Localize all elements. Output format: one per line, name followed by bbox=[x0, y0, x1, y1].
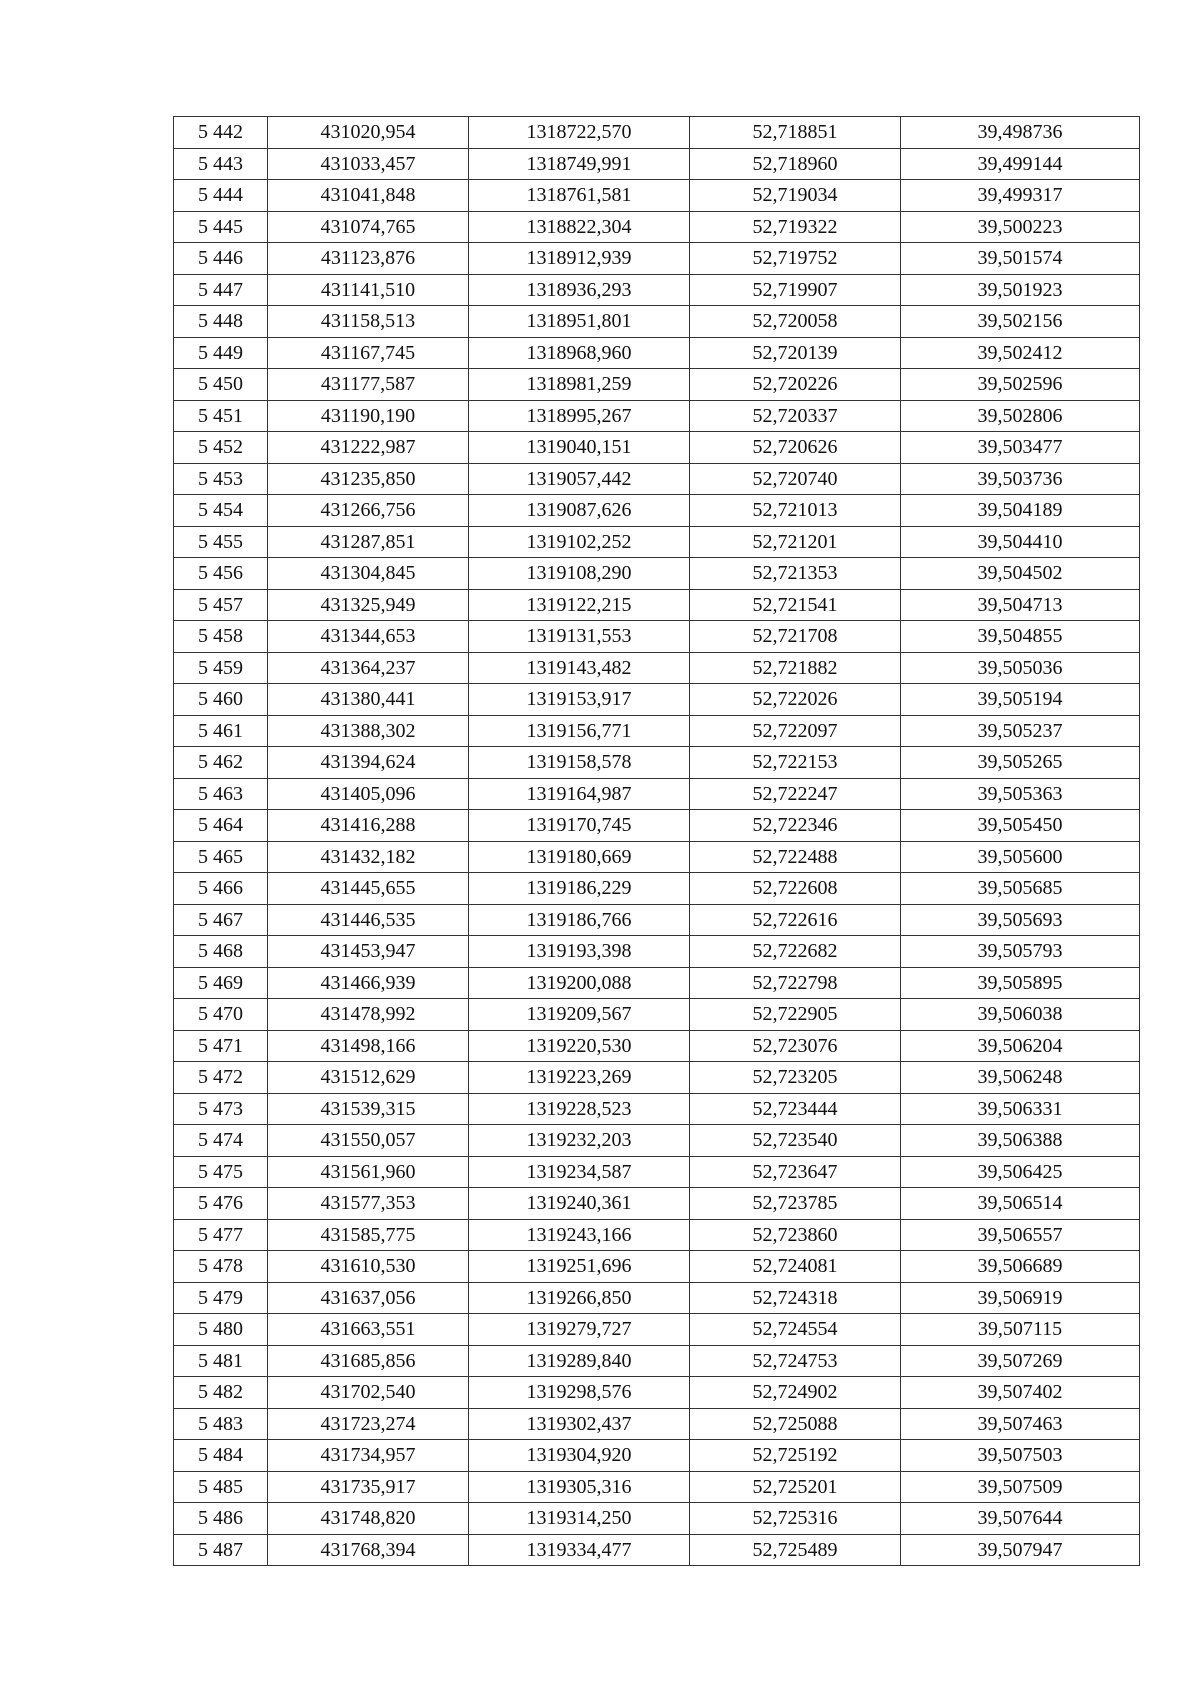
table-row bbox=[174, 1408, 1140, 1440]
table-row bbox=[174, 1219, 1140, 1251]
table-row bbox=[174, 684, 1140, 716]
table-row bbox=[174, 1125, 1140, 1157]
longitude-cell: 39,505265 bbox=[901, 747, 1140, 779]
longitude-cell: 39,506425 bbox=[901, 1156, 1140, 1188]
table-row bbox=[174, 1188, 1140, 1220]
y-coordinate-cell: 1319279,727 bbox=[469, 1314, 690, 1346]
latitude-cell: 52,722488 bbox=[690, 841, 901, 873]
y-coordinate-cell: 1319164,987 bbox=[469, 778, 690, 810]
latitude-cell: 52,722608 bbox=[690, 873, 901, 905]
point-number-cell: 5 478 bbox=[174, 1251, 268, 1283]
table-row bbox=[174, 1314, 1140, 1346]
y-coordinate-cell: 1319223,269 bbox=[469, 1062, 690, 1094]
table-row bbox=[174, 1440, 1140, 1472]
latitude-cell: 52,723444 bbox=[690, 1093, 901, 1125]
y-coordinate-cell: 1319143,482 bbox=[469, 652, 690, 684]
longitude-cell: 39,504410 bbox=[901, 526, 1140, 558]
longitude-cell: 39,505600 bbox=[901, 841, 1140, 873]
longitude-cell: 39,504189 bbox=[901, 495, 1140, 527]
x-coordinate-cell: 431585,775 bbox=[268, 1219, 469, 1251]
table-row bbox=[174, 652, 1140, 684]
x-coordinate-cell: 431478,992 bbox=[268, 999, 469, 1031]
point-number-cell: 5 458 bbox=[174, 621, 268, 653]
latitude-cell: 52,722153 bbox=[690, 747, 901, 779]
y-coordinate-cell: 1318968,960 bbox=[469, 337, 690, 369]
table-row bbox=[174, 589, 1140, 621]
x-coordinate-cell: 431304,845 bbox=[268, 558, 469, 590]
table-row bbox=[174, 369, 1140, 401]
latitude-cell: 52,721882 bbox=[690, 652, 901, 684]
latitude-cell: 52,721013 bbox=[690, 495, 901, 527]
table-row bbox=[174, 526, 1140, 558]
longitude-cell: 39,498736 bbox=[901, 117, 1140, 149]
y-coordinate-cell: 1318951,801 bbox=[469, 306, 690, 338]
table-row bbox=[174, 1377, 1140, 1409]
x-coordinate-cell: 431394,624 bbox=[268, 747, 469, 779]
longitude-cell: 39,507402 bbox=[901, 1377, 1140, 1409]
x-coordinate-cell: 431723,274 bbox=[268, 1408, 469, 1440]
point-number-cell: 5 484 bbox=[174, 1440, 268, 1472]
x-coordinate-cell: 431141,510 bbox=[268, 274, 469, 306]
latitude-cell: 52,722097 bbox=[690, 715, 901, 747]
latitude-cell: 52,720740 bbox=[690, 463, 901, 495]
latitude-cell: 52,724554 bbox=[690, 1314, 901, 1346]
point-number-cell: 5 460 bbox=[174, 684, 268, 716]
y-coordinate-cell: 1319220,530 bbox=[469, 1030, 690, 1062]
latitude-cell: 52,724318 bbox=[690, 1282, 901, 1314]
y-coordinate-cell: 1319240,361 bbox=[469, 1188, 690, 1220]
x-coordinate-cell: 431453,947 bbox=[268, 936, 469, 968]
y-coordinate-cell: 1319314,250 bbox=[469, 1503, 690, 1535]
x-coordinate-cell: 431177,587 bbox=[268, 369, 469, 401]
point-number-cell: 5 470 bbox=[174, 999, 268, 1031]
y-coordinate-cell: 1319232,203 bbox=[469, 1125, 690, 1157]
point-number-cell: 5 444 bbox=[174, 180, 268, 212]
table-row bbox=[174, 873, 1140, 905]
y-coordinate-cell: 1319289,840 bbox=[469, 1345, 690, 1377]
y-coordinate-cell: 1319057,442 bbox=[469, 463, 690, 495]
y-coordinate-cell: 1319156,771 bbox=[469, 715, 690, 747]
table-row bbox=[174, 810, 1140, 842]
longitude-cell: 39,500223 bbox=[901, 211, 1140, 243]
latitude-cell: 52,718960 bbox=[690, 148, 901, 180]
latitude-cell: 52,723205 bbox=[690, 1062, 901, 1094]
y-coordinate-cell: 1318912,939 bbox=[469, 243, 690, 275]
latitude-cell: 52,719034 bbox=[690, 180, 901, 212]
y-coordinate-cell: 1319153,917 bbox=[469, 684, 690, 716]
y-coordinate-cell: 1319228,523 bbox=[469, 1093, 690, 1125]
longitude-cell: 39,505363 bbox=[901, 778, 1140, 810]
y-coordinate-cell: 1319305,316 bbox=[469, 1471, 690, 1503]
x-coordinate-cell: 431123,876 bbox=[268, 243, 469, 275]
point-number-cell: 5 480 bbox=[174, 1314, 268, 1346]
x-coordinate-cell: 431405,096 bbox=[268, 778, 469, 810]
y-coordinate-cell: 1319158,578 bbox=[469, 747, 690, 779]
latitude-cell: 52,721201 bbox=[690, 526, 901, 558]
x-coordinate-cell: 431512,629 bbox=[268, 1062, 469, 1094]
point-number-cell: 5 443 bbox=[174, 148, 268, 180]
table-row bbox=[174, 306, 1140, 338]
point-number-cell: 5 448 bbox=[174, 306, 268, 338]
x-coordinate-cell: 431539,315 bbox=[268, 1093, 469, 1125]
longitude-cell: 39,505036 bbox=[901, 652, 1140, 684]
point-number-cell: 5 475 bbox=[174, 1156, 268, 1188]
longitude-cell: 39,507947 bbox=[901, 1534, 1140, 1566]
x-coordinate-cell: 431380,441 bbox=[268, 684, 469, 716]
y-coordinate-cell: 1319122,215 bbox=[469, 589, 690, 621]
x-coordinate-cell: 431266,756 bbox=[268, 495, 469, 527]
point-number-cell: 5 459 bbox=[174, 652, 268, 684]
x-coordinate-cell: 431344,653 bbox=[268, 621, 469, 653]
latitude-cell: 52,723785 bbox=[690, 1188, 901, 1220]
y-coordinate-cell: 1319298,576 bbox=[469, 1377, 690, 1409]
x-coordinate-cell: 431768,394 bbox=[268, 1534, 469, 1566]
coordinates-table-body bbox=[174, 117, 1140, 1566]
longitude-cell: 39,506038 bbox=[901, 999, 1140, 1031]
latitude-cell: 52,721353 bbox=[690, 558, 901, 590]
point-number-cell: 5 451 bbox=[174, 400, 268, 432]
x-coordinate-cell: 431610,530 bbox=[268, 1251, 469, 1283]
point-number-cell: 5 463 bbox=[174, 778, 268, 810]
x-coordinate-cell: 431222,987 bbox=[268, 432, 469, 464]
x-coordinate-cell: 431577,353 bbox=[268, 1188, 469, 1220]
x-coordinate-cell: 431020,954 bbox=[268, 117, 469, 149]
longitude-cell: 39,506204 bbox=[901, 1030, 1140, 1062]
table-row bbox=[174, 1282, 1140, 1314]
point-number-cell: 5 442 bbox=[174, 117, 268, 149]
y-coordinate-cell: 1319251,696 bbox=[469, 1251, 690, 1283]
latitude-cell: 52,722616 bbox=[690, 904, 901, 936]
point-number-cell: 5 456 bbox=[174, 558, 268, 590]
table-row bbox=[174, 117, 1140, 149]
longitude-cell: 39,505237 bbox=[901, 715, 1140, 747]
longitude-cell: 39,501923 bbox=[901, 274, 1140, 306]
latitude-cell: 52,724753 bbox=[690, 1345, 901, 1377]
table-row bbox=[174, 621, 1140, 653]
longitude-cell: 39,499144 bbox=[901, 148, 1140, 180]
table-row bbox=[174, 778, 1140, 810]
longitude-cell: 39,501574 bbox=[901, 243, 1140, 275]
latitude-cell: 52,725201 bbox=[690, 1471, 901, 1503]
table-row bbox=[174, 1030, 1140, 1062]
x-coordinate-cell: 431235,850 bbox=[268, 463, 469, 495]
table-row bbox=[174, 495, 1140, 527]
longitude-cell: 39,505194 bbox=[901, 684, 1140, 716]
latitude-cell: 52,722247 bbox=[690, 778, 901, 810]
y-coordinate-cell: 1318761,581 bbox=[469, 180, 690, 212]
x-coordinate-cell: 431637,056 bbox=[268, 1282, 469, 1314]
table-row bbox=[174, 1345, 1140, 1377]
latitude-cell: 52,722905 bbox=[690, 999, 901, 1031]
table-row bbox=[174, 999, 1140, 1031]
longitude-cell: 39,504502 bbox=[901, 558, 1140, 590]
y-coordinate-cell: 1319200,088 bbox=[469, 967, 690, 999]
longitude-cell: 39,505693 bbox=[901, 904, 1140, 936]
x-coordinate-cell: 431498,166 bbox=[268, 1030, 469, 1062]
point-number-cell: 5 454 bbox=[174, 495, 268, 527]
x-coordinate-cell: 431445,655 bbox=[268, 873, 469, 905]
y-coordinate-cell: 1319234,587 bbox=[469, 1156, 690, 1188]
x-coordinate-cell: 431388,302 bbox=[268, 715, 469, 747]
longitude-cell: 39,507269 bbox=[901, 1345, 1140, 1377]
latitude-cell: 52,721541 bbox=[690, 589, 901, 621]
longitude-cell: 39,502412 bbox=[901, 337, 1140, 369]
table-row bbox=[174, 274, 1140, 306]
latitude-cell: 52,718851 bbox=[690, 117, 901, 149]
longitude-cell: 39,505450 bbox=[901, 810, 1140, 842]
longitude-cell: 39,505793 bbox=[901, 936, 1140, 968]
table-row bbox=[174, 211, 1140, 243]
table-row bbox=[174, 337, 1140, 369]
table-row bbox=[174, 747, 1140, 779]
x-coordinate-cell: 431033,457 bbox=[268, 148, 469, 180]
longitude-cell: 39,506248 bbox=[901, 1062, 1140, 1094]
x-coordinate-cell: 431158,513 bbox=[268, 306, 469, 338]
table-row bbox=[174, 400, 1140, 432]
table-row bbox=[174, 432, 1140, 464]
longitude-cell: 39,507503 bbox=[901, 1440, 1140, 1472]
x-coordinate-cell: 431325,949 bbox=[268, 589, 469, 621]
longitude-cell: 39,507463 bbox=[901, 1408, 1140, 1440]
point-number-cell: 5 477 bbox=[174, 1219, 268, 1251]
longitude-cell: 39,502596 bbox=[901, 369, 1140, 401]
point-number-cell: 5 447 bbox=[174, 274, 268, 306]
point-number-cell: 5 452 bbox=[174, 432, 268, 464]
latitude-cell: 52,722798 bbox=[690, 967, 901, 999]
table-row bbox=[174, 841, 1140, 873]
longitude-cell: 39,506689 bbox=[901, 1251, 1140, 1283]
x-coordinate-cell: 431561,960 bbox=[268, 1156, 469, 1188]
longitude-cell: 39,506919 bbox=[901, 1282, 1140, 1314]
point-number-cell: 5 455 bbox=[174, 526, 268, 558]
point-number-cell: 5 445 bbox=[174, 211, 268, 243]
y-coordinate-cell: 1319302,437 bbox=[469, 1408, 690, 1440]
y-coordinate-cell: 1319087,626 bbox=[469, 495, 690, 527]
table-row bbox=[174, 180, 1140, 212]
point-number-cell: 5 473 bbox=[174, 1093, 268, 1125]
latitude-cell: 52,719907 bbox=[690, 274, 901, 306]
table-row bbox=[174, 1534, 1140, 1566]
table-row bbox=[174, 243, 1140, 275]
y-coordinate-cell: 1319186,229 bbox=[469, 873, 690, 905]
coordinates-table bbox=[173, 116, 1140, 1566]
point-number-cell: 5 483 bbox=[174, 1408, 268, 1440]
x-coordinate-cell: 431416,288 bbox=[268, 810, 469, 842]
latitude-cell: 52,723647 bbox=[690, 1156, 901, 1188]
point-number-cell: 5 461 bbox=[174, 715, 268, 747]
y-coordinate-cell: 1318981,259 bbox=[469, 369, 690, 401]
latitude-cell: 52,720139 bbox=[690, 337, 901, 369]
point-number-cell: 5 462 bbox=[174, 747, 268, 779]
point-number-cell: 5 479 bbox=[174, 1282, 268, 1314]
latitude-cell: 52,722026 bbox=[690, 684, 901, 716]
point-number-cell: 5 476 bbox=[174, 1188, 268, 1220]
latitude-cell: 52,725088 bbox=[690, 1408, 901, 1440]
latitude-cell: 52,724081 bbox=[690, 1251, 901, 1283]
latitude-cell: 52,720058 bbox=[690, 306, 901, 338]
table-row bbox=[174, 558, 1140, 590]
latitude-cell: 52,721708 bbox=[690, 621, 901, 653]
point-number-cell: 5 482 bbox=[174, 1377, 268, 1409]
point-number-cell: 5 465 bbox=[174, 841, 268, 873]
x-coordinate-cell: 431190,190 bbox=[268, 400, 469, 432]
y-coordinate-cell: 1319209,567 bbox=[469, 999, 690, 1031]
y-coordinate-cell: 1319108,290 bbox=[469, 558, 690, 590]
longitude-cell: 39,506514 bbox=[901, 1188, 1140, 1220]
table-row bbox=[174, 715, 1140, 747]
table-row bbox=[174, 1156, 1140, 1188]
table-row bbox=[174, 1251, 1140, 1283]
x-coordinate-cell: 431735,917 bbox=[268, 1471, 469, 1503]
longitude-cell: 39,506388 bbox=[901, 1125, 1140, 1157]
longitude-cell: 39,506331 bbox=[901, 1093, 1140, 1125]
x-coordinate-cell: 431287,851 bbox=[268, 526, 469, 558]
x-coordinate-cell: 431466,939 bbox=[268, 967, 469, 999]
latitude-cell: 52,724902 bbox=[690, 1377, 901, 1409]
point-number-cell: 5 471 bbox=[174, 1030, 268, 1062]
point-number-cell: 5 449 bbox=[174, 337, 268, 369]
longitude-cell: 39,506557 bbox=[901, 1219, 1140, 1251]
longitude-cell: 39,505685 bbox=[901, 873, 1140, 905]
latitude-cell: 52,725489 bbox=[690, 1534, 901, 1566]
latitude-cell: 52,722682 bbox=[690, 936, 901, 968]
latitude-cell: 52,723540 bbox=[690, 1125, 901, 1157]
x-coordinate-cell: 431685,856 bbox=[268, 1345, 469, 1377]
point-number-cell: 5 464 bbox=[174, 810, 268, 842]
table-row bbox=[174, 463, 1140, 495]
x-coordinate-cell: 431748,820 bbox=[268, 1503, 469, 1535]
x-coordinate-cell: 431446,535 bbox=[268, 904, 469, 936]
point-number-cell: 5 487 bbox=[174, 1534, 268, 1566]
y-coordinate-cell: 1319304,920 bbox=[469, 1440, 690, 1472]
y-coordinate-cell: 1319040,151 bbox=[469, 432, 690, 464]
point-number-cell: 5 481 bbox=[174, 1345, 268, 1377]
point-number-cell: 5 486 bbox=[174, 1503, 268, 1535]
point-number-cell: 5 466 bbox=[174, 873, 268, 905]
x-coordinate-cell: 431364,237 bbox=[268, 652, 469, 684]
y-coordinate-cell: 1318822,304 bbox=[469, 211, 690, 243]
x-coordinate-cell: 431702,540 bbox=[268, 1377, 469, 1409]
longitude-cell: 39,507509 bbox=[901, 1471, 1140, 1503]
point-number-cell: 5 472 bbox=[174, 1062, 268, 1094]
y-coordinate-cell: 1319170,745 bbox=[469, 810, 690, 842]
latitude-cell: 52,722346 bbox=[690, 810, 901, 842]
point-number-cell: 5 474 bbox=[174, 1125, 268, 1157]
longitude-cell: 39,507644 bbox=[901, 1503, 1140, 1535]
y-coordinate-cell: 1319243,166 bbox=[469, 1219, 690, 1251]
y-coordinate-cell: 1318995,267 bbox=[469, 400, 690, 432]
longitude-cell: 39,502806 bbox=[901, 400, 1140, 432]
x-coordinate-cell: 431041,848 bbox=[268, 180, 469, 212]
latitude-cell: 52,725192 bbox=[690, 1440, 901, 1472]
table-row bbox=[174, 1062, 1140, 1094]
point-number-cell: 5 446 bbox=[174, 243, 268, 275]
longitude-cell: 39,504713 bbox=[901, 589, 1140, 621]
table-row bbox=[174, 1471, 1140, 1503]
point-number-cell: 5 469 bbox=[174, 967, 268, 999]
table-row bbox=[174, 1093, 1140, 1125]
point-number-cell: 5 485 bbox=[174, 1471, 268, 1503]
x-coordinate-cell: 431167,745 bbox=[268, 337, 469, 369]
x-coordinate-cell: 431663,551 bbox=[268, 1314, 469, 1346]
latitude-cell: 52,719322 bbox=[690, 211, 901, 243]
latitude-cell: 52,719752 bbox=[690, 243, 901, 275]
y-coordinate-cell: 1319334,477 bbox=[469, 1534, 690, 1566]
longitude-cell: 39,503736 bbox=[901, 463, 1140, 495]
point-number-cell: 5 450 bbox=[174, 369, 268, 401]
latitude-cell: 52,723860 bbox=[690, 1219, 901, 1251]
y-coordinate-cell: 1319266,850 bbox=[469, 1282, 690, 1314]
table-row bbox=[174, 1503, 1140, 1535]
point-number-cell: 5 453 bbox=[174, 463, 268, 495]
longitude-cell: 39,504855 bbox=[901, 621, 1140, 653]
table-row bbox=[174, 148, 1140, 180]
y-coordinate-cell: 1318722,570 bbox=[469, 117, 690, 149]
y-coordinate-cell: 1318749,991 bbox=[469, 148, 690, 180]
y-coordinate-cell: 1318936,293 bbox=[469, 274, 690, 306]
latitude-cell: 52,720337 bbox=[690, 400, 901, 432]
point-number-cell: 5 467 bbox=[174, 904, 268, 936]
longitude-cell: 39,502156 bbox=[901, 306, 1140, 338]
x-coordinate-cell: 431734,957 bbox=[268, 1440, 469, 1472]
point-number-cell: 5 468 bbox=[174, 936, 268, 968]
longitude-cell: 39,507115 bbox=[901, 1314, 1140, 1346]
x-coordinate-cell: 431074,765 bbox=[268, 211, 469, 243]
y-coordinate-cell: 1319186,766 bbox=[469, 904, 690, 936]
x-coordinate-cell: 431432,182 bbox=[268, 841, 469, 873]
longitude-cell: 39,503477 bbox=[901, 432, 1140, 464]
table-row bbox=[174, 904, 1140, 936]
x-coordinate-cell: 431550,057 bbox=[268, 1125, 469, 1157]
point-number-cell: 5 457 bbox=[174, 589, 268, 621]
table-row bbox=[174, 967, 1140, 999]
longitude-cell: 39,505895 bbox=[901, 967, 1140, 999]
latitude-cell: 52,725316 bbox=[690, 1503, 901, 1535]
y-coordinate-cell: 1319180,669 bbox=[469, 841, 690, 873]
y-coordinate-cell: 1319102,252 bbox=[469, 526, 690, 558]
longitude-cell: 39,499317 bbox=[901, 180, 1140, 212]
latitude-cell: 52,723076 bbox=[690, 1030, 901, 1062]
y-coordinate-cell: 1319193,398 bbox=[469, 936, 690, 968]
latitude-cell: 52,720626 bbox=[690, 432, 901, 464]
y-coordinate-cell: 1319131,553 bbox=[469, 621, 690, 653]
latitude-cell: 52,720226 bbox=[690, 369, 901, 401]
table-row bbox=[174, 936, 1140, 968]
